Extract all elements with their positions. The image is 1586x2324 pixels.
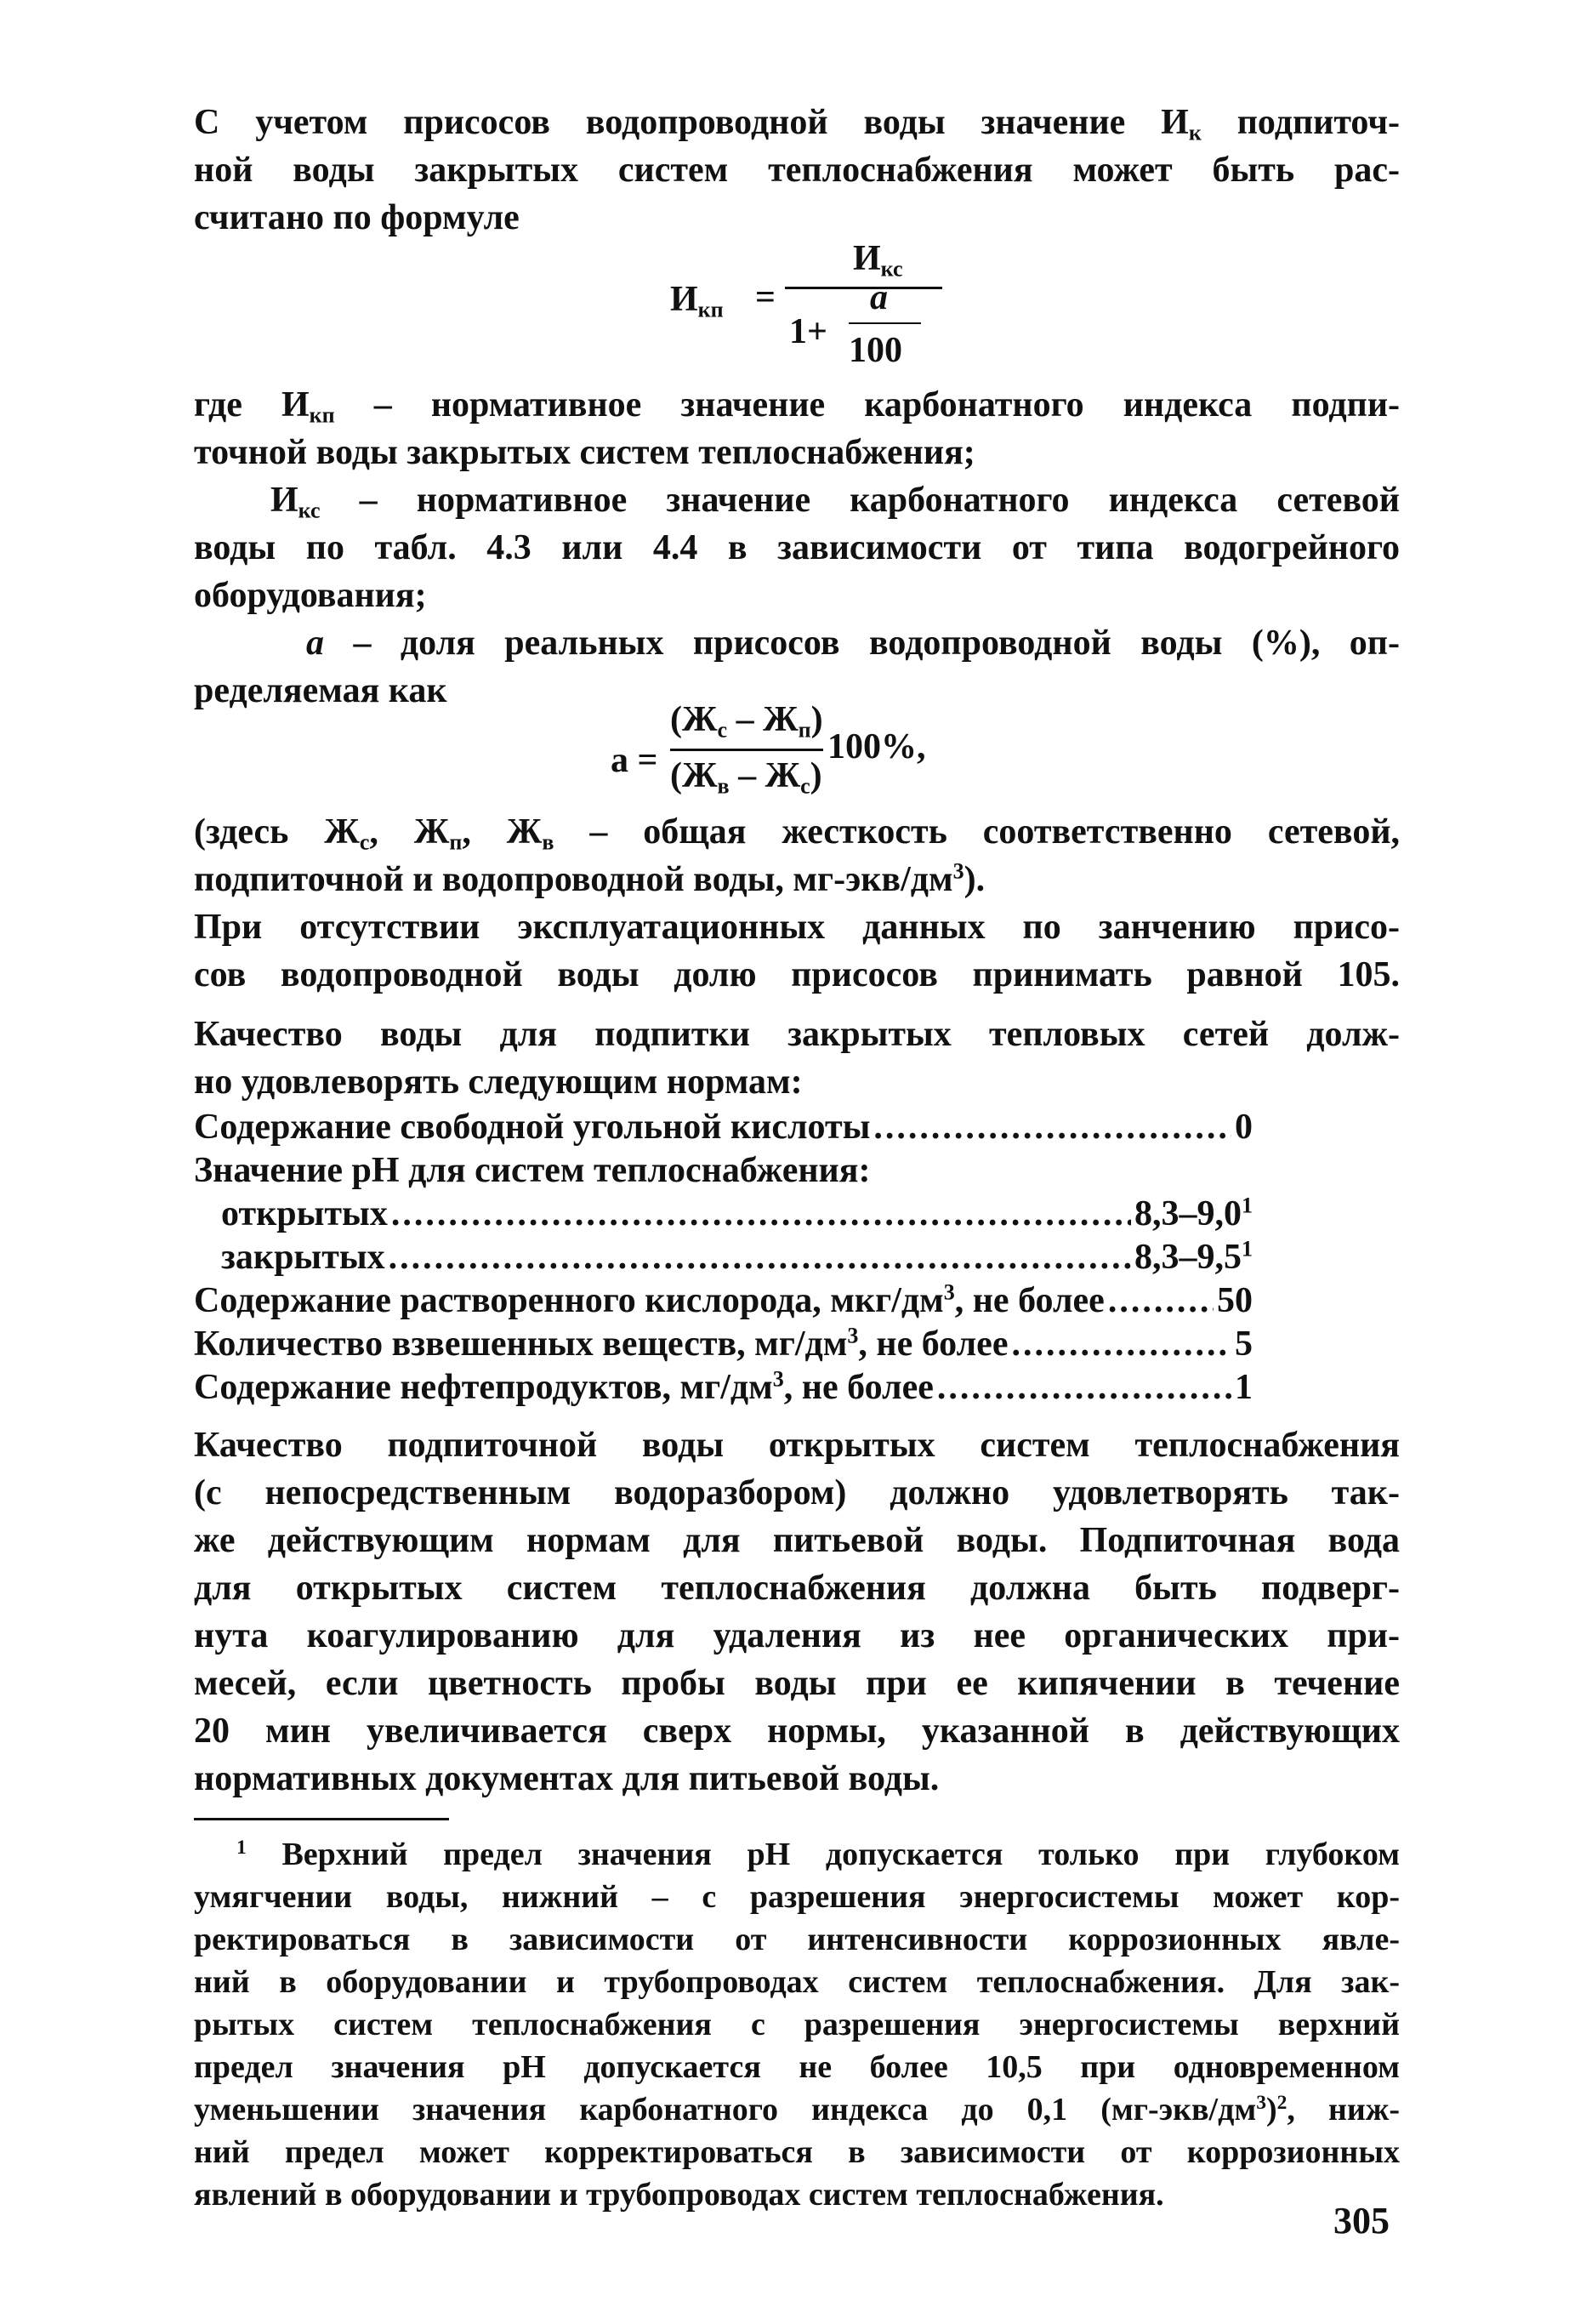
norm-row: Содержание свободной угольной кислоты ..... 0 [194,1106,1253,1149]
norm-row: Содержание нефтепродуктов, $мг/дм^3$, не более ..... 1 [194,1366,1253,1410]
norms-list [194,1106,1400,1410]
inner-fraction-line [849,322,921,324]
formula-lhs: $И_{кп}$ [670,280,724,322]
norm-row: Количество взвешенных веществ, $мг/дм^3$, не более ..... 5 [194,1323,1253,1366]
norm-row: Значение pH для систем теплоснабжения: [194,1151,871,1190]
page-number: 305 [1333,2200,1390,2241]
fraction-line [785,287,942,289]
hardness-note: (здесь $Ж_с$, $Ж_п$, $Ж_в$ – общая жесткость соответственно сетевой, подпиточной и водопроводной воды, $мг-экв/дм^3$). [194,812,1401,899]
formula-a: a = $(Ж_с - Ж_п)$ $(Ж_в - Ж_с)$ 100%, [194,715,1400,808]
intro-paragraph: С учетом присосов водопроводной воды значение $И_к$ подпиточ- ной воды закрытых систем теплоснабжения может быть рас- считано по формуле [194,103,1401,237]
page-body [194,99,1400,2216]
quality-paragraph: Качество воды для подпитки закрытых тепловых сетей долж- но удовлеворять следующим нормам: [194,1015,1400,1102]
fraction-line [670,749,823,751]
footnote-divider [194,1818,449,1820]
norm-row: Содержание растворенного кислорода, мкг/$дм^3$, не более ..... 50 [194,1279,1253,1323]
formula-a-numerator: $(Ж_с - Ж_п)$ [670,700,823,743]
norm-row: закрытых ..... $8,3-9,5^1$ [194,1236,1253,1279]
definitions: где $И_{кп}$ – нормативное значение карбонатного индекса подпи- точной воды закрытых систем теплоснабжения; $И_{кс}$ – нормативное значение карбонатного индекса сетевой воды по табл. 4.3 или 4.4 в зависимости от типа водогрейного оборудования; a – доля реальных присосов водопроводной воды (%), оп- ределяемая как [194,385,1400,710]
open-systems-paragraph: Качество подпиточной воды открытых систем теплоснабжения (с непосредственным водоразбором) должно удовлетворять так- же действующим нормам для питьевой воды. Подпиточная вода для открытых систем теплоснабжения должна быть подверг- нута коагулированию для удаления из нее органических при- месей, если цветность пробы воды при ее кипячении в течение 20 мин увеличивается сверх нормы, указанной в действующих нормативных документах для питьевой воды. [194,1426,1400,1798]
absence-data-paragraph: При отсутствии эксплуатационных данных по занчению присо- сов водопроводной воды долю присосов принимать равной 105. [194,908,1400,994]
formula-numerator: $И_{кс}$ [853,239,903,282]
norm-row: открытых ..... $8,3-9,0^1$ [194,1193,1253,1236]
footnote: $^1$ Верхний предел значения pH допускается только при глубоком умягчении воды, нижний – с разрешения энергосистемы может кор- ректироваться в зависимости от интенсивности коррозионных явле- ний в оборудовании и трубопроводах систем теплоснабжения. Для зак- рытых систем теплоснабжения с разрешения энергосистемы верхний предел значения pH допускается не более 10,5 при одновременном уменьшении значения карбонатного индекса до 0,1 $(мг-экв/дм^3)^2$, ниж- ний предел может корректироваться в зависимости от коррозионных явлений в оборудовании и трубопроводах систем теплоснабжения. [194,1837,1400,2213]
formula-a-denominator: $(Ж_в - Ж_с)$ [670,756,822,799]
formula-ikp: $И_{кп}$ = $И_{кс}$ 1+ a 100 [194,242,1400,369]
